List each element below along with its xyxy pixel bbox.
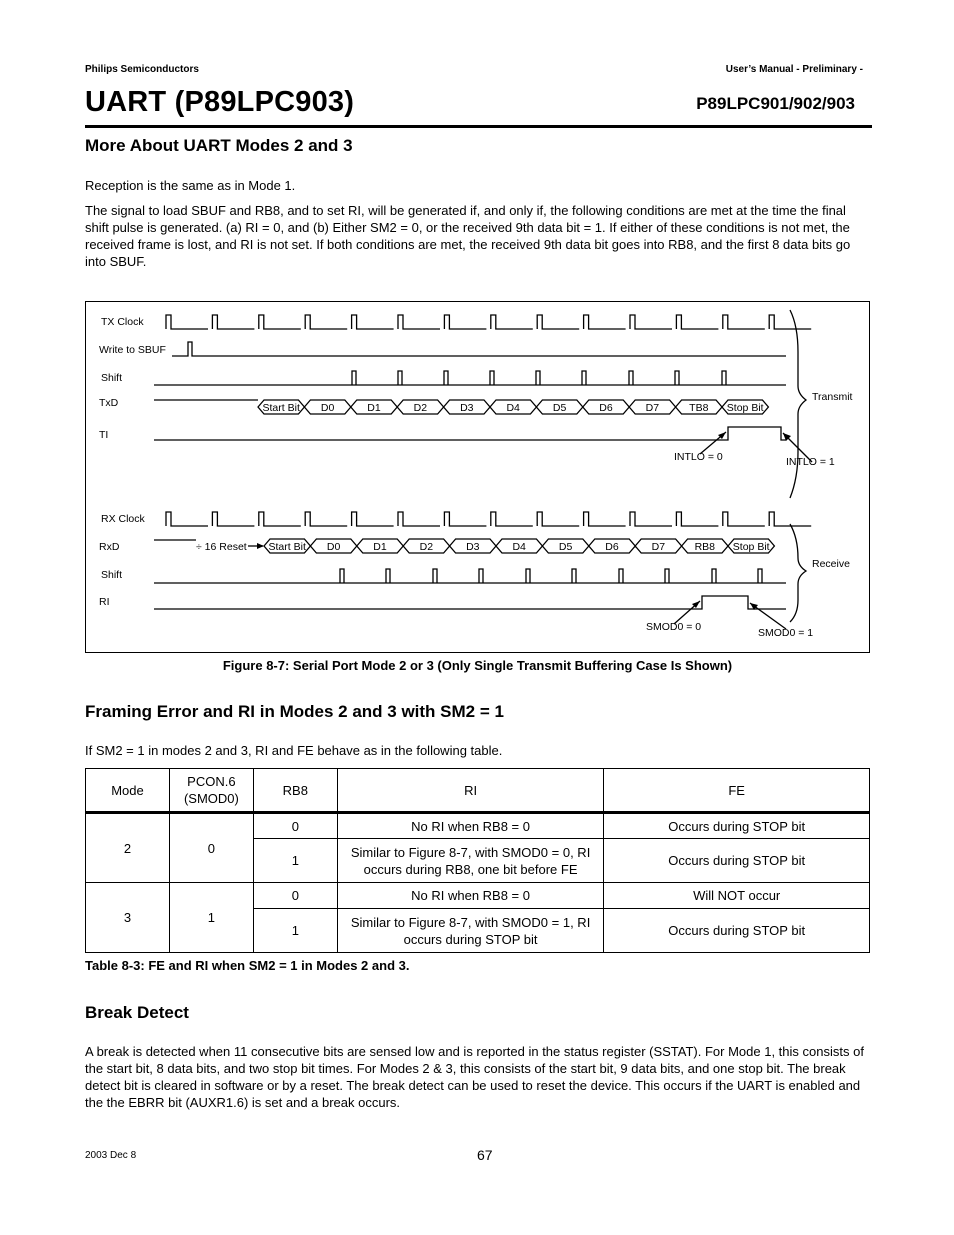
cell-mode: 2 bbox=[86, 813, 170, 883]
rx-shift-label: Shift bbox=[101, 569, 123, 581]
receive-group bbox=[99, 512, 850, 639]
rxd-bit-label: Stop Bit bbox=[732, 541, 770, 553]
header-fe: FE bbox=[604, 769, 870, 813]
reset-label: ÷ 16 Reset bbox=[196, 541, 247, 553]
rxd-label: RxD bbox=[99, 541, 120, 553]
section-heading-modes: More About UART Modes 2 and 3 bbox=[85, 136, 353, 155]
txd-bit-label: D0 bbox=[320, 402, 335, 414]
intlo1-label: INTLO = 1 bbox=[786, 456, 835, 468]
rxd-bit-label: D5 bbox=[558, 541, 573, 553]
txd-bit-label: D2 bbox=[413, 402, 428, 414]
txd-bit-label: D5 bbox=[552, 402, 567, 414]
rxd-bit-label: D1 bbox=[373, 541, 387, 553]
fe-ri-table bbox=[85, 768, 870, 953]
footer-date: 2003 Dec 8 bbox=[85, 1150, 137, 1161]
intlo0-label: INTLO = 0 bbox=[674, 451, 723, 463]
rxd-bit-label: D6 bbox=[605, 541, 619, 553]
timing-diagram-svg bbox=[86, 302, 871, 654]
tx-shift-label: Shift bbox=[101, 372, 123, 384]
receive-label: Receive bbox=[812, 558, 850, 570]
paragraph-conditions: The signal to load SBUF and RB8, and to set RI, will be generated if, and only if, the following conditions are met at the time the final shift pulse is generated. (a) RI = 0, and (b) Either SM2 = 0, or the received 9th data bit = 1. If either of these conditions is not met, the received frame is lost, and RI is not set. If both conditions are met, the received 9th data bit goes into RB8, and the first 8 data bits go into SBUF. bbox=[85, 203, 851, 269]
rxd-bit-label: Start Bit bbox=[268, 541, 306, 553]
cell-rb8: 0 bbox=[253, 883, 337, 909]
txd-bit-label: Stop Bit bbox=[726, 402, 764, 414]
transmit-group bbox=[99, 310, 853, 498]
txd-bit-label: D6 bbox=[599, 402, 613, 414]
txd-bit-label: D3 bbox=[460, 402, 474, 414]
rxd-bit-label: RB8 bbox=[694, 541, 716, 553]
smod1-label: SMOD0 = 1 bbox=[758, 627, 814, 639]
txd-bit-label: D7 bbox=[645, 402, 660, 414]
company-name: Philips Semiconductors bbox=[85, 64, 199, 75]
header-rb8: RB8 bbox=[253, 769, 337, 813]
header-rule bbox=[85, 125, 872, 128]
cell-fe: Occurs during STOP bit bbox=[604, 909, 870, 953]
rxd-bit-label: D4 bbox=[512, 541, 526, 553]
ti-label: TI bbox=[99, 429, 109, 441]
ri-waveform bbox=[154, 596, 786, 609]
header-ri: RI bbox=[337, 769, 604, 813]
ri-label: RI bbox=[99, 596, 110, 608]
table-header-row bbox=[86, 769, 870, 813]
cell-fe: Occurs during STOP bit bbox=[604, 813, 870, 839]
cell-ri: No RI when RB8 = 0 bbox=[337, 813, 604, 839]
paragraph-reception: Reception is the same as in Mode 1. bbox=[85, 178, 296, 193]
page-title: UART (P89LPC903) bbox=[85, 86, 355, 118]
table-row bbox=[86, 883, 870, 909]
cell-smod0: 1 bbox=[169, 883, 253, 953]
rxd-bit-label: D0 bbox=[326, 541, 341, 553]
write-sbuf-label: Write to SBUF bbox=[99, 344, 166, 356]
section-heading-framing: Framing Error and RI in Modes 2 and 3 with SM2 = 1 bbox=[85, 702, 504, 721]
reset-arrowhead bbox=[257, 543, 264, 549]
rxd-bit-label: D2 bbox=[419, 541, 434, 553]
section-heading-break: Break Detect bbox=[85, 1003, 189, 1022]
cell-fe: Will NOT occur bbox=[604, 883, 870, 909]
txd-bit-label: Start Bit bbox=[262, 402, 300, 414]
header-pcon: PCON.6 (SMOD0) bbox=[169, 769, 253, 813]
tx-clock-waveform bbox=[166, 315, 811, 329]
cell-fe: Occurs during STOP bit bbox=[604, 839, 870, 883]
timing-diagram bbox=[85, 301, 870, 653]
transmit-label: Transmit bbox=[812, 391, 853, 403]
manual-label: User’s Manual - Preliminary - bbox=[725, 64, 863, 75]
figure-caption: Figure 8-7: Serial Port Mode 2 or 3 (Only Single Transmit Buffering Case Is Shown) bbox=[222, 658, 733, 673]
rx-shift-waveform bbox=[154, 569, 786, 583]
table-row bbox=[86, 813, 870, 839]
receive-brace bbox=[790, 524, 806, 622]
ti-waveform bbox=[154, 427, 786, 440]
rx-clock-waveform bbox=[166, 512, 811, 526]
transmit-brace bbox=[790, 310, 806, 498]
rx-clock-label: RX Clock bbox=[101, 513, 145, 525]
rxd-bit-label: D7 bbox=[651, 541, 666, 553]
cell-ri: Similar to Figure 8-7, with SMOD0 = 0, RI occurs during RB8, one bit before FE bbox=[337, 839, 604, 883]
tx-clock-label: TX Clock bbox=[101, 316, 144, 328]
page-number: 67 bbox=[477, 1147, 493, 1163]
cell-ri: No RI when RB8 = 0 bbox=[337, 883, 604, 909]
paragraph-table-intro: If SM2 = 1 in modes 2 and 3, RI and FE behave as in the following table. bbox=[85, 743, 503, 758]
model-list: P89LPC901/902/903 bbox=[696, 94, 855, 113]
table-caption: Table 8-3: FE and RI when SM2 = 1 in Modes 2 and 3. bbox=[85, 958, 410, 973]
header-mode: Mode bbox=[86, 769, 170, 813]
tx-shift-waveform bbox=[154, 371, 786, 385]
cell-rb8: 0 bbox=[253, 813, 337, 839]
cell-rb8: 1 bbox=[253, 839, 337, 883]
txd-bit-label: TB8 bbox=[689, 402, 709, 414]
txd-bit-label: D4 bbox=[506, 402, 520, 414]
paragraph-break-detect: A break is detected when 11 consecutive bits are sensed low and is reported in the status register (SSTAT). For Mode 1, this consists of the start bit, 8 data bits, and two stop bit times. For Modes 2 & 3, this consists of the start bit, 9 data bits, and one stop bit. The break detect bit is cleared in software or by a reset. The break detect can be used to reset the device. This occurs if the UART is enabled and the the EBRR bit (AUXR1.6) is set and a break occurs. bbox=[85, 1044, 864, 1110]
txd-label: TxD bbox=[99, 397, 119, 409]
rxd-bit-label: D3 bbox=[466, 541, 480, 553]
txd-bit-label: D1 bbox=[367, 402, 381, 414]
write-sbuf-waveform bbox=[172, 342, 786, 356]
smod0-label: SMOD0 = 0 bbox=[646, 621, 702, 633]
cell-smod0: 0 bbox=[169, 813, 253, 883]
cell-mode: 3 bbox=[86, 883, 170, 953]
cell-rb8: 1 bbox=[253, 909, 337, 953]
cell-ri: Similar to Figure 8-7, with SMOD0 = 1, RI occurs during STOP bit bbox=[337, 909, 604, 953]
